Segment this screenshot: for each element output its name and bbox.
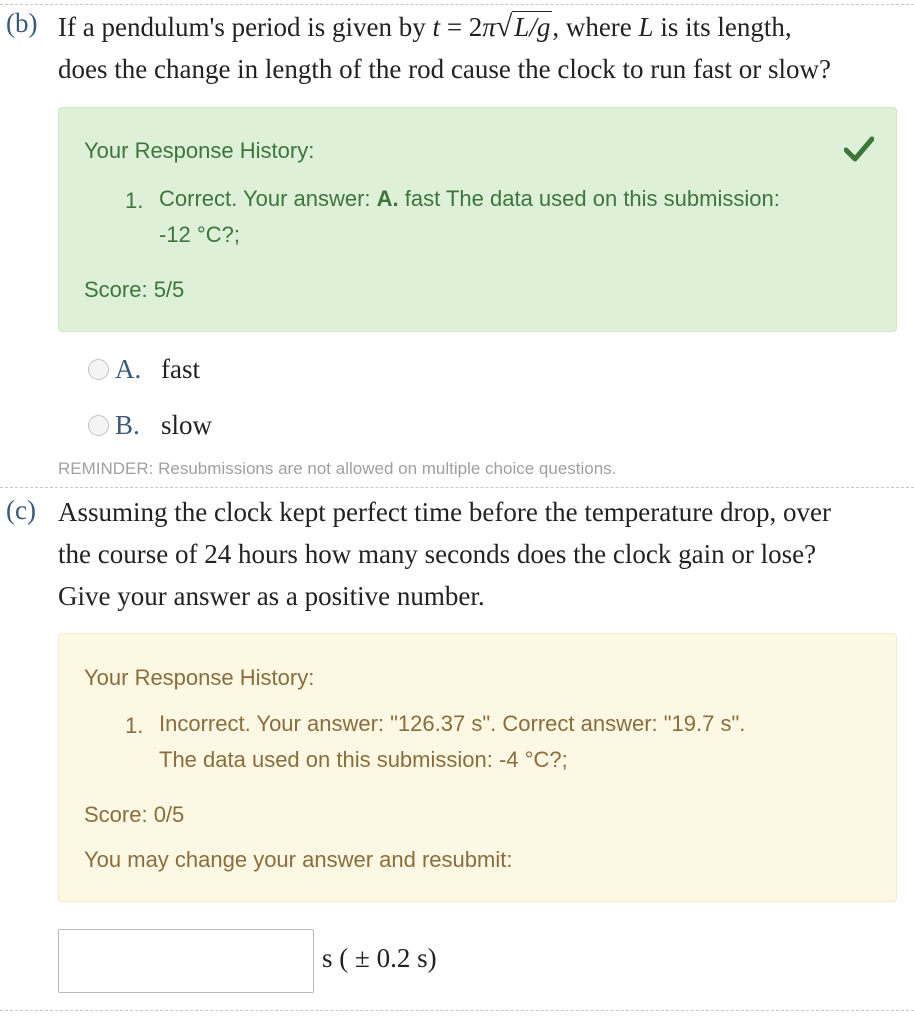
top-divider (0, 4, 914, 5)
checkmark-icon (844, 136, 874, 162)
radio-button-b[interactable] (88, 415, 109, 436)
option-b-letter: B. (115, 410, 140, 440)
history-item: Incorrect. Your answer: "126.37 s". Correct answer: "19.7 s". The data used on this submission: -4 °C?; (159, 711, 746, 772)
resubmit-note: You may change your answer and resubmit: (84, 847, 513, 872)
part-b-question: If a pendulum's period is given by t = 2π√L/g, where L is its length, does the change in length of the rod cause the clock to run fast or slow? (58, 6, 904, 90)
part-c-label: (c) (6, 495, 36, 525)
resubmission-reminder: REMINDER: Resubmissions are not allowed on multiple choice questions. (58, 459, 617, 478)
part-c-response-history (58, 633, 897, 902)
option-a-text: fast (161, 354, 200, 384)
part-c-question: Assuming the clock kept perfect time before the temperature drop, over the course of 24 hours how many seconds does the clock gain or lose? Give your answer as a positive number. (58, 497, 831, 611)
answer-input[interactable] (58, 929, 314, 993)
radio-button-a[interactable] (88, 359, 109, 380)
bottom-divider (0, 1010, 914, 1011)
part-b-label: (b) (6, 8, 38, 38)
sqrt-expression: √L/g (495, 10, 551, 43)
score-text: Score: 0/5 (84, 802, 185, 827)
option-a[interactable] (88, 354, 200, 385)
response-history-heading: Your Response History: (84, 138, 315, 163)
history-item: Correct. Your answer: A. fast The data used on this submission: -12 °C?; (159, 186, 780, 247)
part-b-response-history (58, 107, 897, 332)
answer-unit: s ( ± 0.2 s) (322, 943, 437, 973)
option-b-text: slow (161, 410, 213, 440)
response-history-heading: Your Response History: (84, 665, 315, 690)
option-b[interactable] (88, 410, 212, 441)
history-item-number: 1. (125, 188, 144, 213)
history-item-number: 1. (125, 713, 144, 738)
section-divider (0, 487, 914, 488)
score-text: Score: 5/5 (84, 277, 185, 302)
option-a-letter: A. (115, 354, 142, 384)
